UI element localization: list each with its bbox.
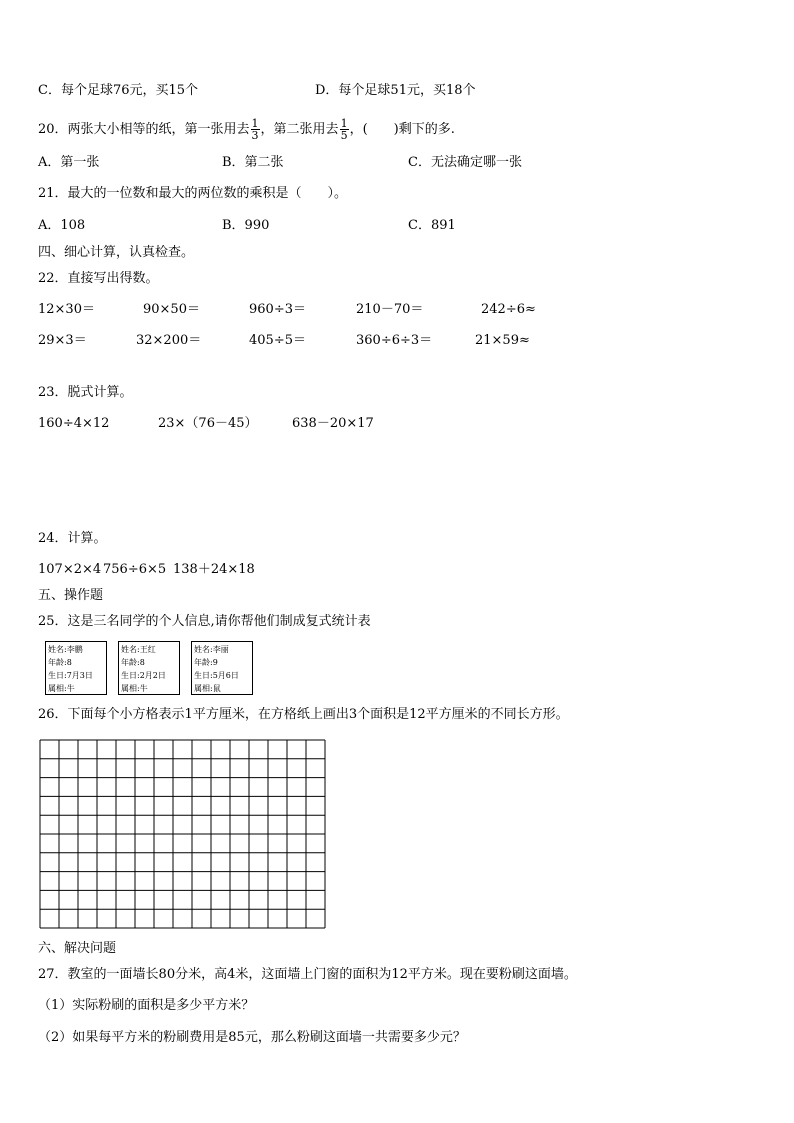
q22-r1-item: 210－70＝ [356,302,424,317]
q22-r2-item: 21×59≈ [475,333,530,348]
card-birthday: 生日:7月3日 [48,671,93,680]
q20-option-b: B．第二张 [222,155,284,170]
q21-option-b: B．990 [222,218,270,233]
student-info-card [191,641,253,695]
q22-r1-item: 960÷3＝ [249,302,306,317]
student-info-card [118,641,180,695]
square-grid-paper [39,739,326,929]
q23-item: 160÷4×12 [38,416,110,431]
card-age: 年龄:9 [194,658,218,667]
q22-stem: 22．直接写出得数。 [38,271,159,286]
q24-stem: 24．计算。 [38,531,107,546]
q24-item: 138＋24×18 [173,562,255,577]
fraction-numerator: 1 [340,117,348,130]
card-name: 姓名:王红 [121,645,156,654]
q22-r1-item: 90×50＝ [143,302,200,317]
q23-stem: 23．脱式计算。 [38,385,133,400]
q27-sub-1: （1）实际粉刷的面积是多少平方米？ [38,998,255,1013]
section-5-heading: 五、操作题 [38,588,104,603]
q19-option-d: D．每个足球51元，买18个 [315,83,476,98]
q23-item: 23×（76－45） [158,416,258,431]
q24-item: 107×2×4 [38,562,102,577]
card-age: 年龄:8 [121,658,145,667]
q23-item: 638－20×17 [292,416,374,431]
q22-r2-item: 29×3＝ [38,333,87,348]
card-zodiac: 属相:牛 [121,684,148,693]
q19-option-c: C．每个足球76元，买15个 [38,83,199,98]
fraction-one-fifth [340,118,349,141]
q22-r1-item: 242÷6≈ [481,302,536,317]
q20-stem [38,118,455,141]
card-zodiac: 属相:牛 [48,684,75,693]
q21-stem: 21．最大的一位数和最大的两位数的乘积是（ ）。 [38,186,348,201]
fraction-one-third [251,118,260,141]
q20-option-c: C．无法确定哪一张 [408,155,522,170]
section-4-heading: 四、细心计算，认真检查。 [38,245,195,260]
fraction-numerator: 1 [251,117,259,130]
card-name: 姓名:李鹏 [48,645,83,654]
section-6-heading: 六、解决问题 [38,941,117,956]
q22-r1-item: 12×30＝ [38,302,95,317]
fraction-denominator: 3 [251,129,259,142]
q21-option-c: C．891 [408,218,456,233]
q26-stem: 26．下面每个小方格表示1平方厘米，在方格纸上画出3个面积是12平方厘米的不同长方形。 [38,707,569,722]
q27-stem: 27．教室的一面墙长80分米，高4米，这面墙上门窗的面积为12平方米。现在要粉刷这面墙。 [38,967,577,982]
q22-r2-item: 360÷6÷3＝ [356,333,433,348]
q22-r2-item: 405÷5＝ [249,333,306,348]
card-zodiac: 属相:鼠 [194,684,221,693]
q20-mid: ，第二张用去 [260,122,339,137]
card-birthday: 生日:5月6日 [194,671,239,680]
q20-prefix: 20．两张大小相等的纸，第一张用去 [38,122,250,137]
fraction-denominator: 5 [340,129,348,142]
q21-option-a: A．108 [38,218,86,233]
q22-r2-item: 32×200＝ [136,333,202,348]
q27-sub-2: （2）如果每平方米的粉刷费用是85元，那么粉刷这面墙一共需要多少元？ [38,1030,466,1045]
card-age: 年龄:8 [48,658,72,667]
card-name: 姓名:李丽 [194,645,229,654]
card-birthday: 生日:2月2日 [121,671,166,680]
q25-stem: 25．这是三名同学的个人信息,请你帮他们制成复式统计表 [38,614,371,629]
q20-suffix: ，( )剩下的多. [349,122,455,137]
q20-option-a: A．第一张 [38,155,100,170]
student-info-card [45,641,107,695]
q24-item: 756÷6×5 [103,562,167,577]
